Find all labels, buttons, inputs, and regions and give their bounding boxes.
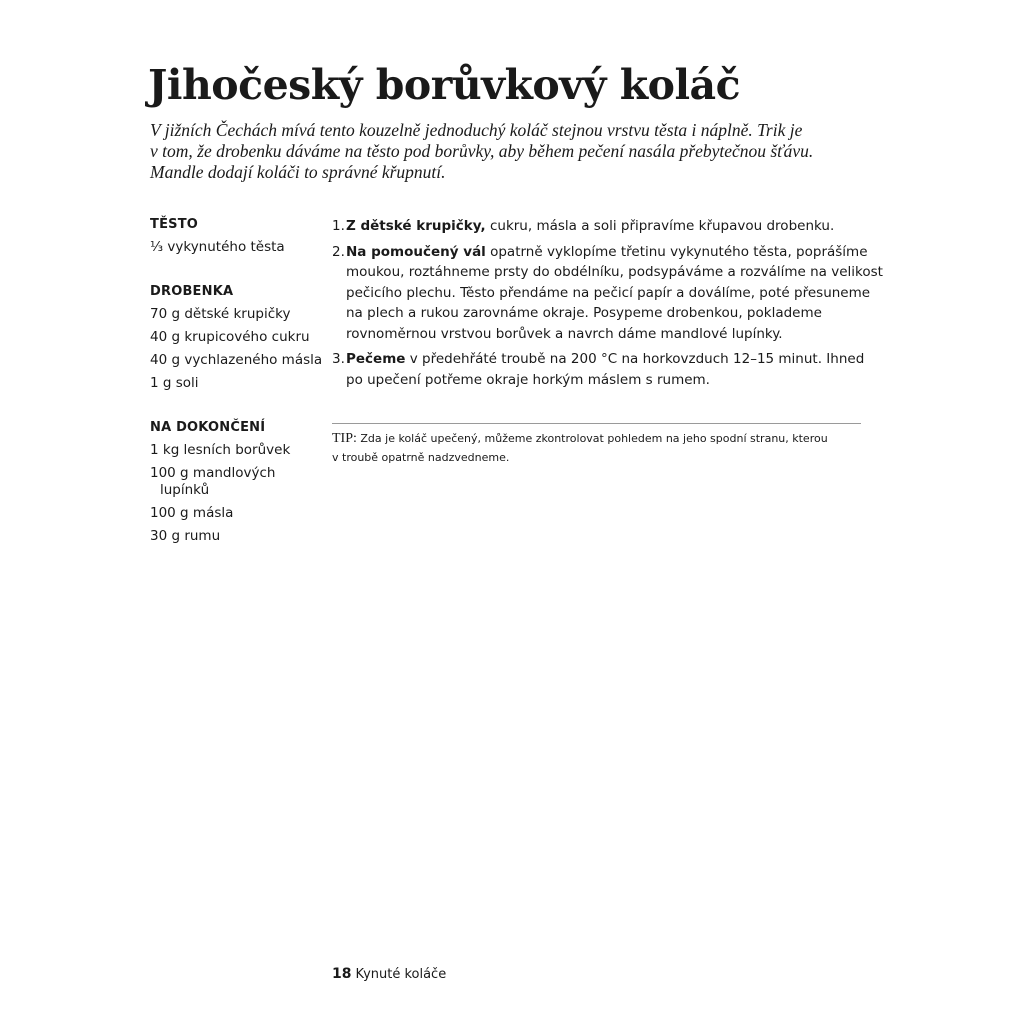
recipe-title: Jihočeský borůvkový koláč [148, 61, 741, 109]
ingredient-item: 100 g másla [150, 505, 234, 521]
method-step-2 [332, 242, 883, 345]
ingredient-group-drobenka [150, 283, 325, 392]
tip-divider [332, 423, 861, 424]
intro-line: v tom, že drobenku dáváme na těsto pod borůvky, aby během pečení nasála přebytečnou šťávu. [150, 141, 814, 161]
method-step-1 [332, 216, 872, 237]
step-line [346, 349, 872, 370]
ingredient-item: 1 kg lesních borůvek [150, 442, 291, 458]
intro-line: V jižních Čechách mívá tento kouzelně jednoduchý koláč stejnou vrstvu těsta i náplně. Trik je [150, 120, 803, 140]
step-lead: Na pomoučený vál [346, 243, 486, 260]
recipe-intro [150, 120, 870, 183]
ingredient-item: 1 g soli [150, 375, 199, 391]
step-text: opatrně vyklopíme třetinu vykynutého těsta, poprášíme [485, 243, 868, 260]
ingredient-item: ⅓ vykynutého těsta [150, 239, 285, 255]
ingredient-group-heading: NA DOKONČENÍ [150, 420, 266, 435]
ingredients-column [150, 216, 325, 572]
ingredient-group-heading: DROBENKA [150, 284, 234, 299]
step-number: 1. [332, 218, 345, 234]
step-line: rovnoměrnou vrstvou borůvek a navrch dáme mandlové lupínky. [346, 325, 783, 342]
ingredient-item: 70 g dětské krupičky [150, 306, 291, 322]
ingredient-item: 40 g krupicového cukru [150, 329, 310, 345]
tip-box [332, 429, 872, 467]
tip-label: TIP: [332, 431, 357, 446]
tip-line [332, 429, 872, 448]
step-line [346, 216, 872, 237]
tip-line: v troubě opatrně nadzvedneme. [332, 451, 510, 464]
ingredient-group-na-dokonceni [150, 419, 325, 545]
ingredient-item: 100 g mandlových lupínků [150, 465, 276, 498]
step-lead: Z dětské krupičky, [346, 218, 486, 234]
intro-line: Mandle dodají koláči to správné křupnutí. [150, 162, 446, 182]
ingredient-item: 40 g vychlazeného másla [150, 352, 323, 368]
step-number: 3. [332, 351, 345, 367]
step-lead: Pečeme [346, 351, 406, 367]
page-footer [332, 964, 446, 985]
ingredient-group-testo [150, 216, 325, 256]
step-line: po upečení potřeme okraje horkým máslem s rumem. [346, 371, 710, 388]
step-line: pečicího plechu. Těsto přendáme na pečicí papír a doválíme, poté přesuneme [346, 284, 871, 301]
step-text: cukru, másla a soli připravíme křupavou drobenku. [485, 218, 835, 234]
tip-text: Zda je koláč upečený, můžeme zkontrolovat pohledem na jeho spodní stranu, kterou [356, 432, 828, 445]
step-line [346, 242, 872, 263]
step-number: 2. [332, 243, 345, 260]
page-number: 18 [332, 966, 352, 982]
step-text: v předehřáté troubě na 200 °C na horkovzduch 12–15 minut. Ihned [405, 351, 865, 367]
method-step-3 [332, 349, 872, 390]
ingredient-item: 30 g rumu [150, 528, 221, 544]
step-line: moukou, roztáhneme prsty do obdélníku, podsypáváme a rozválíme na velikost [346, 264, 883, 280]
method-steps [332, 216, 883, 395]
step-line: na plech a rukou zarovnáme okraje. Posypeme drobenkou, poklademe [346, 305, 822, 321]
section-name: Kynuté koláče [355, 967, 447, 982]
ingredient-group-heading: TĚSTO [150, 217, 199, 232]
